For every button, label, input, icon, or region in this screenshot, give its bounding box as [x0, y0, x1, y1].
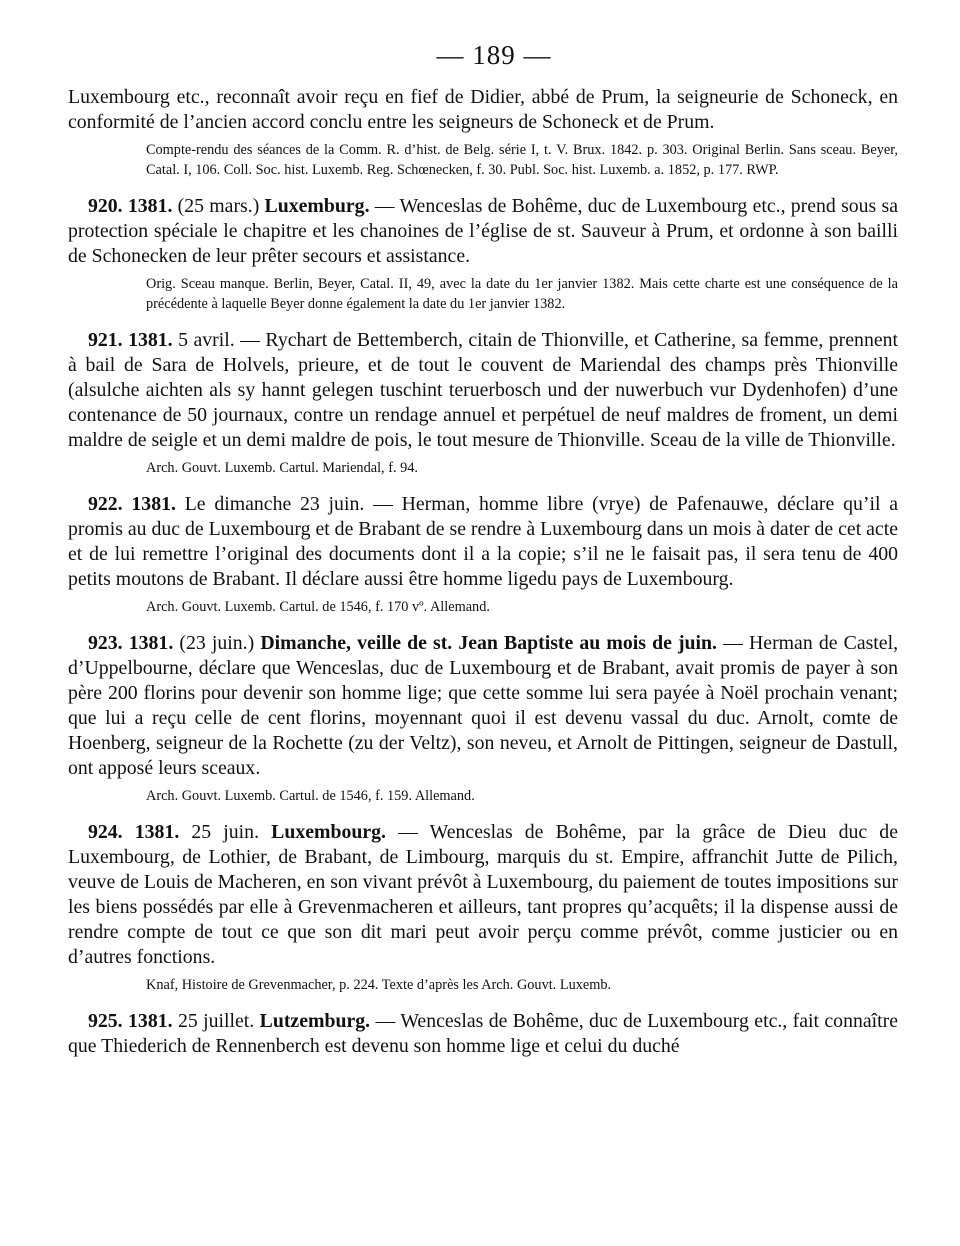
entry-925 [68, 1009, 898, 1059]
entry-body [68, 194, 898, 269]
entry-year: 1381. [131, 493, 176, 515]
entry-date: Le dimanche 23 juin. [184, 493, 365, 515]
entry-body [68, 820, 898, 970]
entry-citation: Arch. Gouvt. Luxemb. Cartul. de 1546, f. 159. Allemand. [146, 788, 475, 804]
entry-citation: Knaf, Histoire de Grevenmacher, p. 224. Texte d’après les Arch. Gouvt. Luxemb. [146, 977, 612, 993]
entry-citation: Arch. Gouvt. Luxemb. Cartul. de 1546, f. 170 vº. Allemand. [146, 599, 490, 615]
entry-year: 1381. [128, 632, 174, 654]
entry-body [68, 492, 898, 592]
entry-year: 1381. [127, 195, 173, 217]
continuation-citation: Compte-rendu des séances de la Comm. R. d’hist. de Belg. série I, t. V. Brux. 1842. p. 303. Original Berlin. Sans sceau. Beyer, Catal. I, 106. Coll. Soc. hist. Luxemb. Reg. Schœnecken, f. 30. Publ. Soc. hist. Luxemb. a. 1852, p. 177. RWP. [146, 142, 898, 178]
entry-number: 923. [88, 632, 123, 654]
entry-text: — Wenceslas de Bohême, duc de Luxembourg etc., fait connaître que Thiederich de Rennenberch est devenu son homme lige et celui du duché [68, 1010, 898, 1057]
entry-924 [68, 820, 898, 995]
entry-date: (23 juin.) [179, 632, 255, 654]
entry-number: 921. [88, 329, 123, 351]
entry-text: — Herman de Castel, d’Uppelbourne, déclare que Wenceslas, duc de Luxembourg et de Brabant, avait promis de payer à son père 200 florins pour devenir son homme lige; que cette somme lui sera payée à Noël prochain venant; que lui a reçu celle de cent florins, moyennant quoi il est devenu vassal du duc. Arnolt, comte de Hoenberg, seigneur de la Rochette (zu der Veltz), son neveu, et Arnolt de Pittingen, seigneur de Dastull, ont apposé leurs sceaux. [68, 632, 899, 779]
entry-year: 1381. [134, 821, 180, 843]
entry-body [68, 631, 898, 781]
entry-body [68, 328, 898, 453]
continuation-text: Luxembourg etc., reconnaît avoir reçu en fief de Didier, abbé de Prum, la seigneurie de Schoneck, en conformité de l’ancien accord conclu entre les seigneurs de Schoneck et de Prum. [68, 86, 898, 133]
entry-heading: Lutzemburg. [259, 1010, 371, 1032]
entry-heading: Luxembourg. [271, 821, 386, 843]
entry-body [68, 1009, 898, 1059]
entry-921 [68, 328, 898, 478]
entry-number: 922. [88, 493, 123, 515]
entry-heading: Luxemburg. [264, 195, 370, 217]
entry-citation: Arch. Gouvt. Luxemb. Cartul. Mariendal, f. 94. [146, 460, 418, 476]
entry-text: — Wenceslas de Bohême, duc de Luxembourg etc., prend sous sa protection spéciale le chapitre et les chanoines de l’église de st. Sauveur à Prum, et ordonne à son bailli de Schonecken de leur prêter secours et assistance. [68, 195, 898, 267]
entry-text: — Herman, homme libre (vrye) de Pafenauwe, déclare qu’il a promis au duc de Luxembourg et de Brabant de se rendre à Luxembourg dans un mois à dater de cet acte et de lui remettre l’original des documents dont il a la copie; s’il ne le faisait pas, il sera tenu de 400 petits moutons de Brabant. Il déclare aussi être homme ligedu pays de Luxembourg. [68, 493, 898, 590]
entry-year: 1381. [128, 1010, 173, 1032]
entry-date: 25 juillet. [177, 1010, 255, 1032]
entry-citation: Orig. Sceau manque. Berlin, Beyer, Catal. II, 49, avec la date du 1er janvier 1382. Mais cette charte est une conséquence de la précédente à laquelle Beyer donne également la date du 1er janvier 1382. [146, 276, 898, 312]
entry-923 [68, 631, 898, 806]
entry-text: — Rychart de Bettemberch, citain de Thionville, et Catherine, sa femme, prennent à bail de Sara de Holvels, prieure, et de tout le couvent de Mariendal des champs près Thionville (alsulche aichten als sy hannt gelegen tuschint teruerbosch und der nuwerbuch vur Dydenhofen) d’une contenance de 50 journaux, contre un rendage annuel et perpétuel de neuf maldres de froment, un demi maldre de seigle et un demi maldre de pois, le tout mesure de Thionville. Sceau de la ville de Thionville. [68, 329, 899, 451]
entry-number: 925. [88, 1010, 123, 1032]
entry-number: 924. [88, 821, 123, 843]
entry-number: 920. [88, 195, 123, 217]
continuation-block [68, 85, 898, 180]
entry-date: 25 juin. [191, 821, 260, 843]
entry-922 [68, 492, 898, 617]
entry-year: 1381. [128, 329, 173, 351]
entry-date: (25 mars.) [177, 195, 260, 217]
entry-date: 5 avril. [178, 329, 235, 351]
entry-920 [68, 194, 898, 314]
page-number: — 189 — [436, 40, 552, 70]
entry-text: — Wenceslas de Bohême, par la grâce de Dieu duc de Luxembourg, de Lothier, de Brabant, de Limbourg, marquis du st. Empire, affranchit Jutte de Pilich, veuve de Louis de Macheren, en son vivant prévôt à Luxembourg, du paiement de toutes impositions sur les biens possédés par elle à Grevenmacheren et ailleurs, tant propres qu’acquêts; il la dispense aussi de rendre compte de tout ce que son dit mari peut avoir perçu comme prévôt, comme justicier ou en d’autres fonctions. [68, 821, 898, 968]
entry-heading: Dimanche, veille de st. Jean Baptiste au mois de juin. [260, 632, 717, 654]
